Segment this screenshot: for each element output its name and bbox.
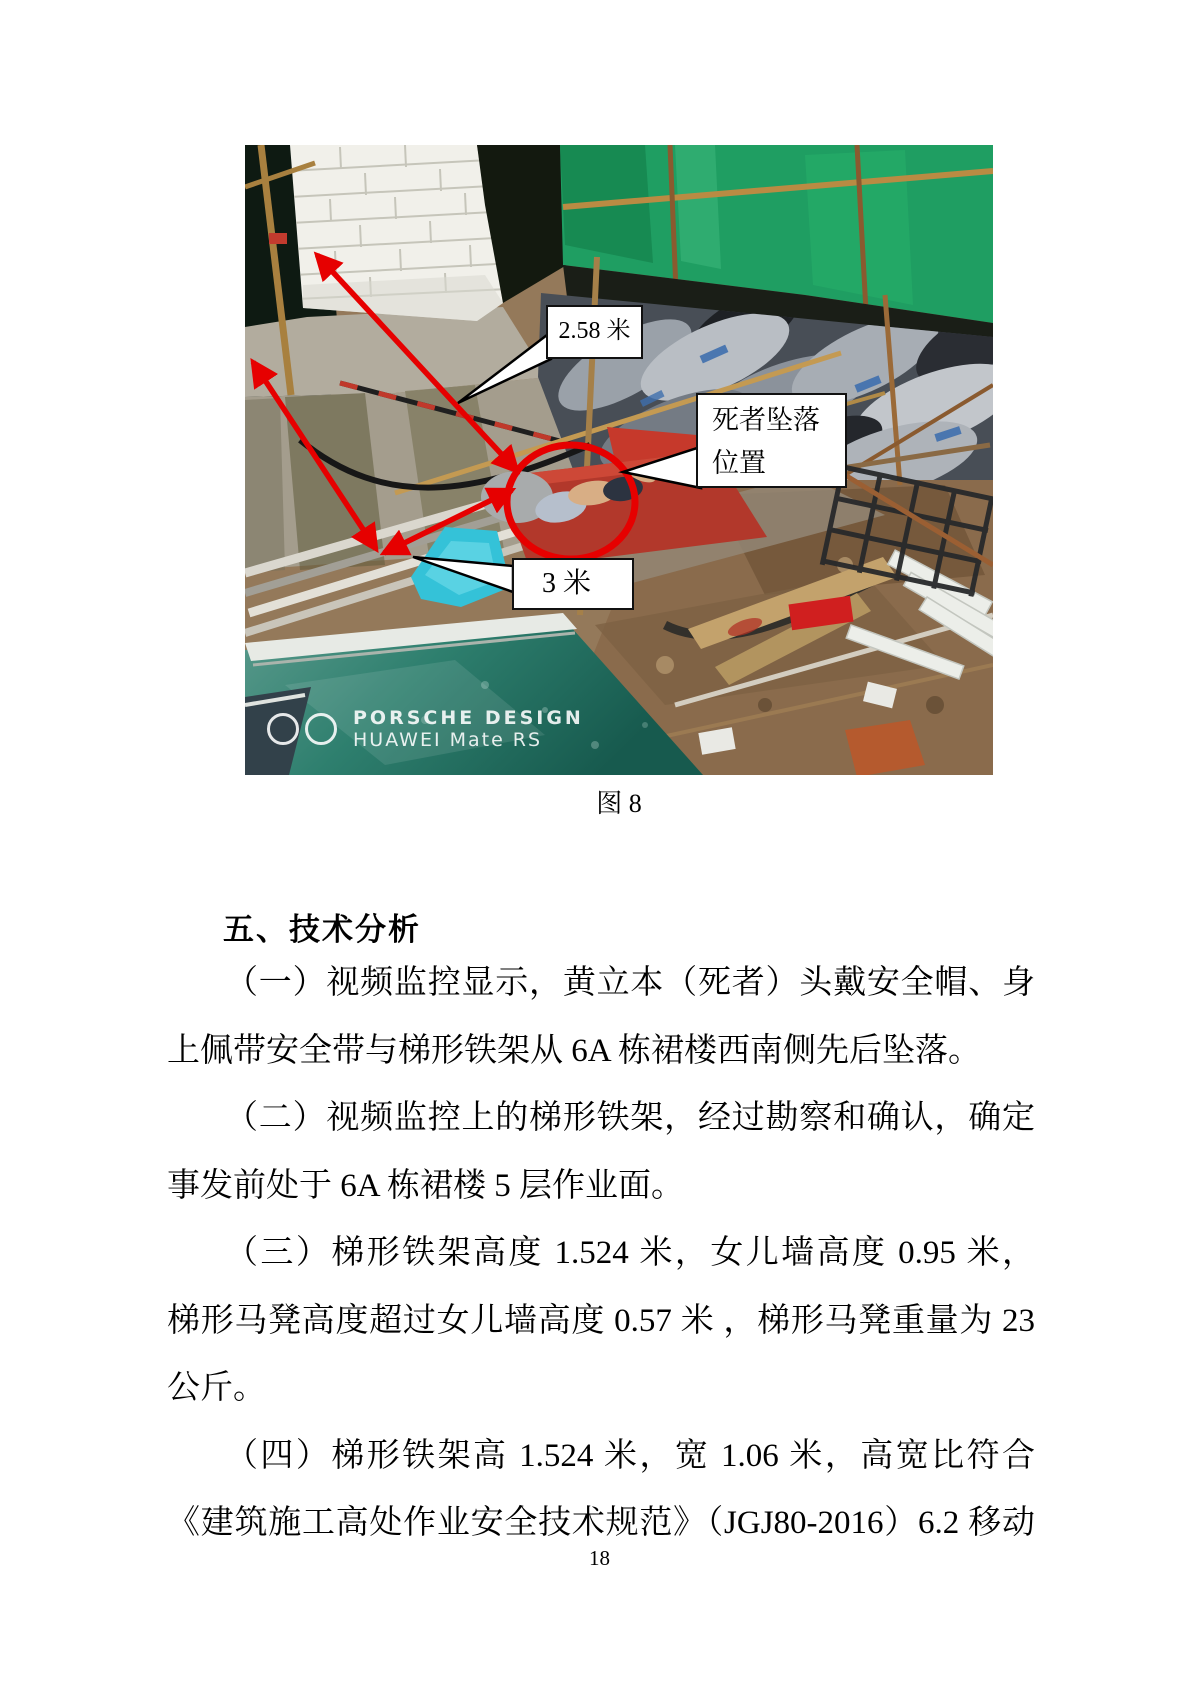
section-heading: 五、技术分析 bbox=[223, 912, 421, 947]
section-body bbox=[167, 950, 1035, 1558]
label-fall-location bbox=[696, 393, 847, 488]
label-distance-2-58m bbox=[546, 305, 643, 359]
label-distance-2-58m-text: 2.58 米 bbox=[558, 318, 631, 344]
body-line: 梯形马凳高度超过女儿墙高度 0.57 米 ，梯形马凳重量为 23 bbox=[167, 1302, 1035, 1339]
body-line: （四）梯形铁架高 1.524 米，宽 1.06 米，高宽比符合 bbox=[225, 1437, 1035, 1474]
label-fall-location-text: 死者坠落位置 bbox=[712, 405, 820, 478]
body-line: 《建筑施工高处作业安全技术规范》（JGJ80-2016）6.2 移动 bbox=[167, 1505, 1035, 1541]
watermark-device: HUAWEI Mate RS bbox=[353, 729, 543, 751]
porsche-design-logo-icon bbox=[267, 713, 337, 745]
watermark-brand: PORSCHE DESIGN bbox=[353, 707, 584, 729]
body-line: （一）视频监控显示，黄立本（死者）头戴安全帽、身 bbox=[225, 965, 1035, 1001]
body-line: （三）梯形铁架高度 1.524 米，女儿墙高度 0.95 米， bbox=[225, 1235, 1035, 1271]
camera-watermark bbox=[267, 707, 584, 751]
page-number: 18 bbox=[589, 1546, 610, 1570]
body-line: 公斤。 bbox=[167, 1370, 266, 1406]
label-distance-3m bbox=[512, 558, 634, 610]
body-line: 事发前处于 6A 栋裙楼 5 层作业面。 bbox=[167, 1167, 685, 1204]
accident-scene-photo bbox=[245, 145, 993, 775]
label-distance-3m-text: 3 米 bbox=[542, 568, 592, 599]
body-line: 上佩带安全带与梯形铁架从 6A 栋裙楼西南侧先后坠落。 bbox=[167, 1032, 982, 1069]
watermark-text bbox=[353, 707, 584, 751]
site-photo-scene bbox=[245, 145, 993, 775]
figure-caption: 图 8 bbox=[596, 789, 642, 818]
body-line: （二）视频监控上的梯形铁架，经过勘察和确认，确定 bbox=[225, 1100, 1035, 1136]
